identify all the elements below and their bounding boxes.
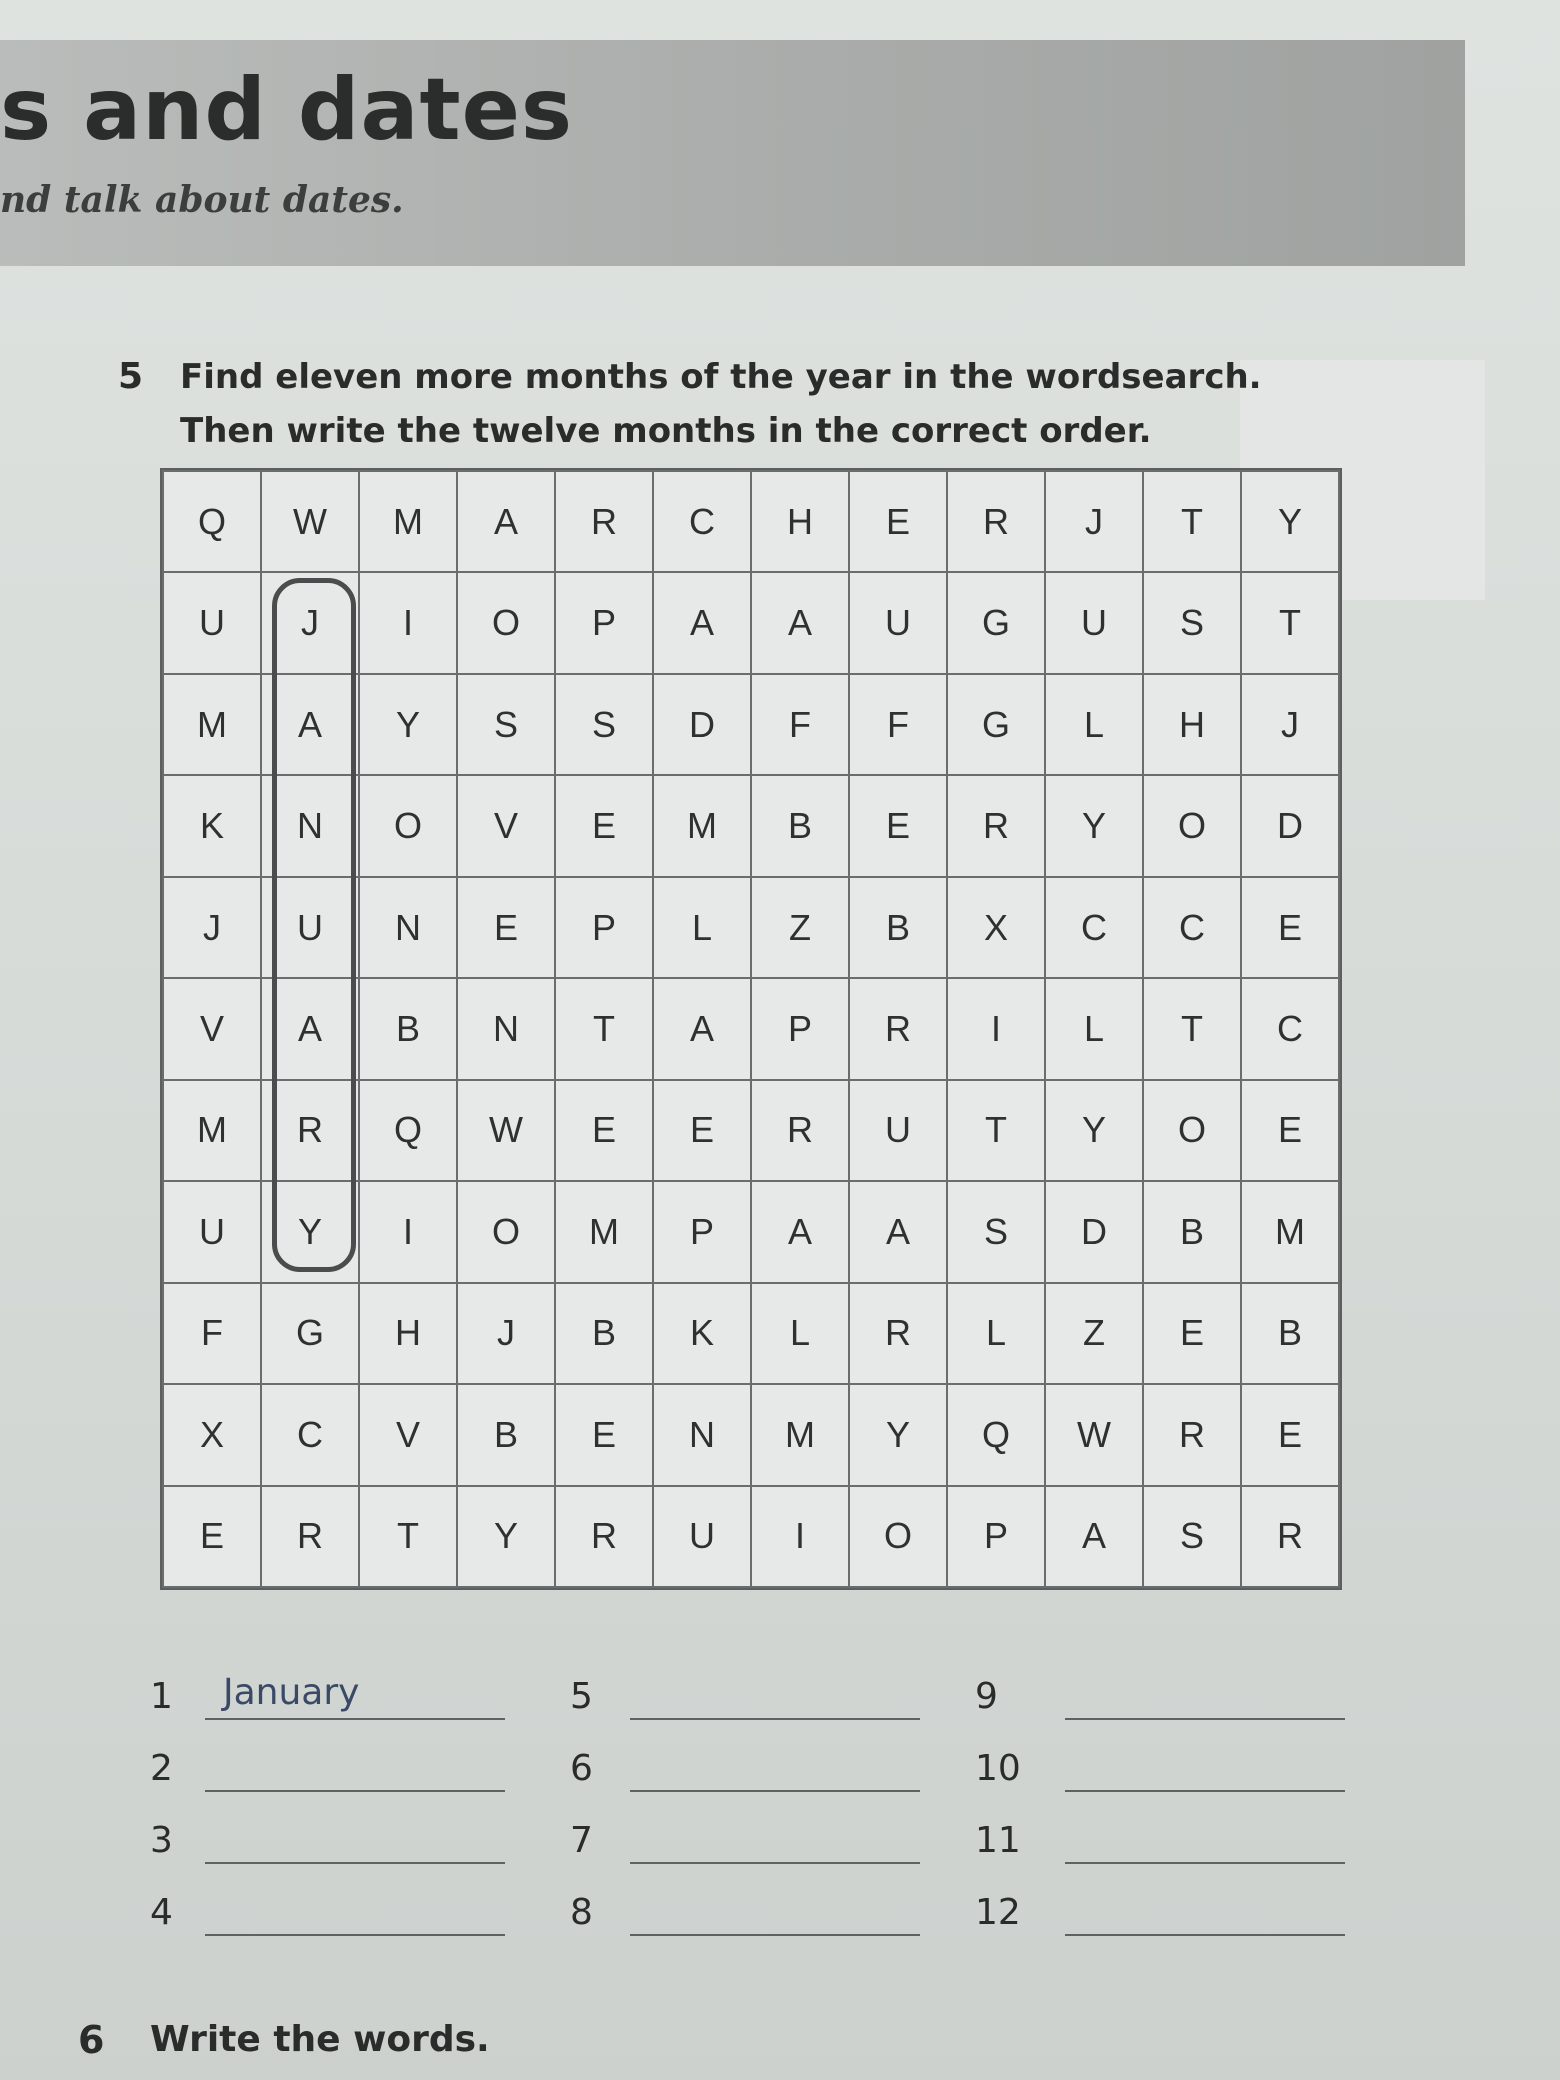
wordsearch-cell[interactable]: O xyxy=(359,775,457,876)
wordsearch-cell[interactable]: K xyxy=(653,1283,751,1384)
answer-text: January xyxy=(223,1672,360,1713)
wordsearch-cell[interactable]: H xyxy=(751,471,849,572)
wordsearch-cell[interactable]: O xyxy=(1143,1080,1241,1181)
wordsearch-cell[interactable]: I xyxy=(751,1486,849,1587)
january-circle xyxy=(272,578,356,1272)
wordsearch-cell[interactable]: R xyxy=(1143,1384,1241,1485)
wordsearch-row xyxy=(163,1283,1339,1384)
wordsearch-cell[interactable]: R xyxy=(1241,1486,1339,1587)
wordsearch-cell[interactable]: D xyxy=(1045,1181,1143,1282)
wordsearch-cell[interactable]: C xyxy=(261,1384,359,1485)
answer-number: 12 xyxy=(975,1892,1021,1933)
wordsearch-cell[interactable]: S xyxy=(555,674,653,775)
wordsearch-cell[interactable]: Y xyxy=(261,1181,359,1282)
wordsearch-cell[interactable]: U xyxy=(849,1080,947,1181)
wordsearch-cell[interactable]: L xyxy=(751,1283,849,1384)
wordsearch-cell[interactable]: K xyxy=(163,775,261,876)
answer-blank[interactable] xyxy=(630,1934,920,1936)
wordsearch-cell[interactable]: A xyxy=(261,978,359,1079)
answer-blank[interactable] xyxy=(1065,1718,1345,1720)
wordsearch-cell[interactable]: A xyxy=(751,572,849,673)
wordsearch-cell[interactable]: M xyxy=(359,471,457,572)
wordsearch-cell[interactable]: Q xyxy=(947,1384,1045,1485)
wordsearch-cell[interactable]: D xyxy=(1241,775,1339,876)
wordsearch-cell[interactable]: X xyxy=(947,877,1045,978)
wordsearch-cell[interactable]: Y xyxy=(1241,471,1339,572)
wordsearch-cell[interactable]: U xyxy=(849,572,947,673)
wordsearch-cell[interactable]: G xyxy=(947,674,1045,775)
wordsearch-cell[interactable]: N xyxy=(359,877,457,978)
wordsearch-cell[interactable]: U xyxy=(653,1486,751,1587)
wordsearch-cell[interactable]: G xyxy=(947,572,1045,673)
wordsearch-cell[interactable]: Y xyxy=(457,1486,555,1587)
wordsearch-cell[interactable]: I xyxy=(947,978,1045,1079)
wordsearch-cell[interactable]: U xyxy=(1045,572,1143,673)
wordsearch-cell[interactable]: E xyxy=(1241,1384,1339,1485)
wordsearch-cell[interactable]: T xyxy=(1143,978,1241,1079)
wordsearch-cell[interactable]: R xyxy=(849,978,947,1079)
wordsearch-cell[interactable]: O xyxy=(457,1181,555,1282)
wordsearch-row xyxy=(163,471,1339,572)
wordsearch-cell[interactable]: Y xyxy=(1045,1080,1143,1181)
wordsearch-cell[interactable]: H xyxy=(359,1283,457,1384)
answer-number: 4 xyxy=(150,1892,173,1933)
wordsearch-cell[interactable]: M xyxy=(163,674,261,775)
wordsearch-cell[interactable]: C xyxy=(1241,978,1339,1079)
wordsearch-cell[interactable]: E xyxy=(457,877,555,978)
wordsearch-cell[interactable]: A xyxy=(849,1181,947,1282)
answer-number: 8 xyxy=(570,1892,593,1933)
wordsearch-cell[interactable]: W xyxy=(261,471,359,572)
wordsearch-cell[interactable]: F xyxy=(849,674,947,775)
wordsearch-cell[interactable]: N xyxy=(653,1384,751,1485)
answer-number: 10 xyxy=(975,1748,1021,1789)
wordsearch-cell[interactable]: O xyxy=(849,1486,947,1587)
wordsearch-cell[interactable]: U xyxy=(163,572,261,673)
exercise-5-instruction-line-2: Then write the twelve months in the correct order. xyxy=(180,411,1152,451)
answer-blank[interactable] xyxy=(205,1862,505,1864)
wordsearch-cell[interactable]: V xyxy=(457,775,555,876)
answer-blank[interactable] xyxy=(1065,1862,1345,1864)
answer-number: 9 xyxy=(975,1676,998,1717)
wordsearch-cell[interactable]: V xyxy=(359,1384,457,1485)
wordsearch-cell[interactable]: X xyxy=(163,1384,261,1485)
wordsearch-cell[interactable]: J xyxy=(457,1283,555,1384)
wordsearch-cell[interactable]: E xyxy=(555,1384,653,1485)
wordsearch-cell[interactable]: T xyxy=(1241,572,1339,673)
wordsearch-cell[interactable]: J xyxy=(261,572,359,673)
wordsearch-cell[interactable]: M xyxy=(163,1080,261,1181)
wordsearch-cell[interactable]: U xyxy=(261,877,359,978)
wordsearch-cell[interactable]: P xyxy=(555,877,653,978)
answer-number: 2 xyxy=(150,1748,173,1789)
exercise-5-instruction-line-1: Find eleven more months of the year in the wordsearch. xyxy=(180,357,1262,397)
wordsearch-cell[interactable]: B xyxy=(555,1283,653,1384)
wordsearch-cell[interactable]: E xyxy=(555,1080,653,1181)
wordsearch-cell[interactable]: B xyxy=(1143,1181,1241,1282)
wordsearch-cell[interactable]: L xyxy=(1045,674,1143,775)
wordsearch-cell[interactable]: F xyxy=(163,1283,261,1384)
wordsearch-cell[interactable]: E xyxy=(555,775,653,876)
wordsearch-cell[interactable]: W xyxy=(1045,1384,1143,1485)
wordsearch-cell[interactable]: D xyxy=(653,674,751,775)
wordsearch-cell[interactable]: E xyxy=(1241,1080,1339,1181)
wordsearch-cell[interactable]: T xyxy=(359,1486,457,1587)
wordsearch-cell[interactable]: R xyxy=(261,1486,359,1587)
wordsearch-cell[interactable]: A xyxy=(457,471,555,572)
answer-number: 3 xyxy=(150,1820,173,1861)
wordsearch-cell[interactable]: Z xyxy=(1045,1283,1143,1384)
wordsearch-cell[interactable]: Z xyxy=(751,877,849,978)
wordsearch-cell[interactable]: T xyxy=(555,978,653,1079)
wordsearch-row xyxy=(163,1384,1339,1485)
answer-blank[interactable] xyxy=(205,1790,505,1792)
wordsearch-cell[interactable]: A xyxy=(653,978,751,1079)
wordsearch-cell[interactable]: Q xyxy=(163,471,261,572)
wordsearch-cell[interactable]: C xyxy=(1143,877,1241,978)
wordsearch-cell[interactable]: W xyxy=(457,1080,555,1181)
wordsearch-cell[interactable]: E xyxy=(1143,1283,1241,1384)
wordsearch-cell[interactable]: A xyxy=(653,572,751,673)
wordsearch-cell[interactable]: R xyxy=(947,471,1045,572)
wordsearch-cell[interactable]: P xyxy=(947,1486,1045,1587)
answer-blank[interactable] xyxy=(205,1934,505,1936)
wordsearch-cell[interactable]: E xyxy=(1241,877,1339,978)
wordsearch-cell[interactable]: E xyxy=(653,1080,751,1181)
wordsearch-cell[interactable]: M xyxy=(653,775,751,876)
wordsearch-row xyxy=(163,1486,1339,1587)
wordsearch-cell[interactable]: C xyxy=(1045,877,1143,978)
wordsearch-cell[interactable]: E xyxy=(849,775,947,876)
answer-blank[interactable] xyxy=(1065,1934,1345,1936)
wordsearch-cell[interactable]: P xyxy=(653,1181,751,1282)
wordsearch-cell[interactable]: R xyxy=(849,1283,947,1384)
wordsearch-cell[interactable]: B xyxy=(849,877,947,978)
wordsearch-cell[interactable]: U xyxy=(163,1181,261,1282)
wordsearch-cell[interactable]: C xyxy=(653,471,751,572)
wordsearch-cell[interactable]: R xyxy=(261,1080,359,1181)
wordsearch-cell[interactable]: J xyxy=(1045,471,1143,572)
wordsearch-cell[interactable]: V xyxy=(163,978,261,1079)
wordsearch-cell[interactable]: B xyxy=(751,775,849,876)
wordsearch-cell[interactable]: O xyxy=(457,572,555,673)
wordsearch-cell[interactable]: L xyxy=(947,1283,1045,1384)
wordsearch-cell[interactable]: P xyxy=(751,978,849,1079)
answer-blank[interactable] xyxy=(630,1790,920,1792)
wordsearch-cell[interactable]: R xyxy=(555,471,653,572)
wordsearch-cell[interactable]: S xyxy=(1143,1486,1241,1587)
wordsearch-cell[interactable]: H xyxy=(1143,674,1241,775)
wordsearch-cell[interactable]: L xyxy=(1045,978,1143,1079)
wordsearch-cell[interactable]: R xyxy=(555,1486,653,1587)
wordsearch-cell[interactable]: S xyxy=(947,1181,1045,1282)
exercise-6-number: 6 xyxy=(78,2018,105,2062)
wordsearch-cell[interactable]: S xyxy=(1143,572,1241,673)
page-title: s and dates xyxy=(0,60,574,160)
wordsearch-cell[interactable]: I xyxy=(359,572,457,673)
wordsearch-cell[interactable]: S xyxy=(457,674,555,775)
wordsearch-cell[interactable]: G xyxy=(261,1283,359,1384)
wordsearch-cell[interactable]: M xyxy=(751,1384,849,1485)
wordsearch-cell[interactable]: R xyxy=(751,1080,849,1181)
wordsearch-cell[interactable]: A xyxy=(751,1181,849,1282)
answer-blank[interactable] xyxy=(630,1862,920,1864)
wordsearch-cell[interactable]: B xyxy=(457,1384,555,1485)
wordsearch-cell[interactable]: E xyxy=(163,1486,261,1587)
wordsearch-cell[interactable]: M xyxy=(1241,1181,1339,1282)
exercise-6-instruction: Write the words. xyxy=(150,2019,490,2060)
answer-blank[interactable] xyxy=(205,1718,505,1720)
exercise-5-number: 5 xyxy=(118,356,144,397)
wordsearch-cell[interactable]: N xyxy=(261,775,359,876)
answer-blank[interactable] xyxy=(630,1718,920,1720)
wordsearch-cell[interactable]: L xyxy=(653,877,751,978)
wordsearch-cell[interactable]: Q xyxy=(359,1080,457,1181)
answer-number: 7 xyxy=(570,1820,593,1861)
wordsearch-cell[interactable]: B xyxy=(1241,1283,1339,1384)
wordsearch-cell[interactable]: E xyxy=(849,471,947,572)
wordsearch-cell[interactable]: I xyxy=(359,1181,457,1282)
answer-number: 6 xyxy=(570,1748,593,1789)
wordsearch-cell[interactable]: A xyxy=(261,674,359,775)
wordsearch-cell[interactable]: N xyxy=(457,978,555,1079)
wordsearch-cell[interactable]: Y xyxy=(359,674,457,775)
wordsearch-cell[interactable]: F xyxy=(751,674,849,775)
answer-blank[interactable] xyxy=(1065,1790,1345,1792)
wordsearch-cell[interactable]: Y xyxy=(849,1384,947,1485)
page-subtitle: nd talk about dates. xyxy=(0,179,404,221)
wordsearch-cell[interactable]: M xyxy=(555,1181,653,1282)
wordsearch-cell[interactable]: Y xyxy=(1045,775,1143,876)
answer-number: 1 xyxy=(150,1676,173,1717)
wordsearch-cell[interactable]: T xyxy=(947,1080,1045,1181)
wordsearch-cell[interactable]: P xyxy=(555,572,653,673)
wordsearch-cell[interactable]: O xyxy=(1143,775,1241,876)
wordsearch-cell[interactable]: J xyxy=(163,877,261,978)
answer-number: 11 xyxy=(975,1820,1021,1861)
wordsearch-cell[interactable]: B xyxy=(359,978,457,1079)
answer-number: 5 xyxy=(570,1676,593,1717)
wordsearch-cell[interactable]: T xyxy=(1143,471,1241,572)
wordsearch-cell[interactable]: R xyxy=(947,775,1045,876)
wordsearch-cell[interactable]: A xyxy=(1045,1486,1143,1587)
wordsearch-cell[interactable]: J xyxy=(1241,674,1339,775)
